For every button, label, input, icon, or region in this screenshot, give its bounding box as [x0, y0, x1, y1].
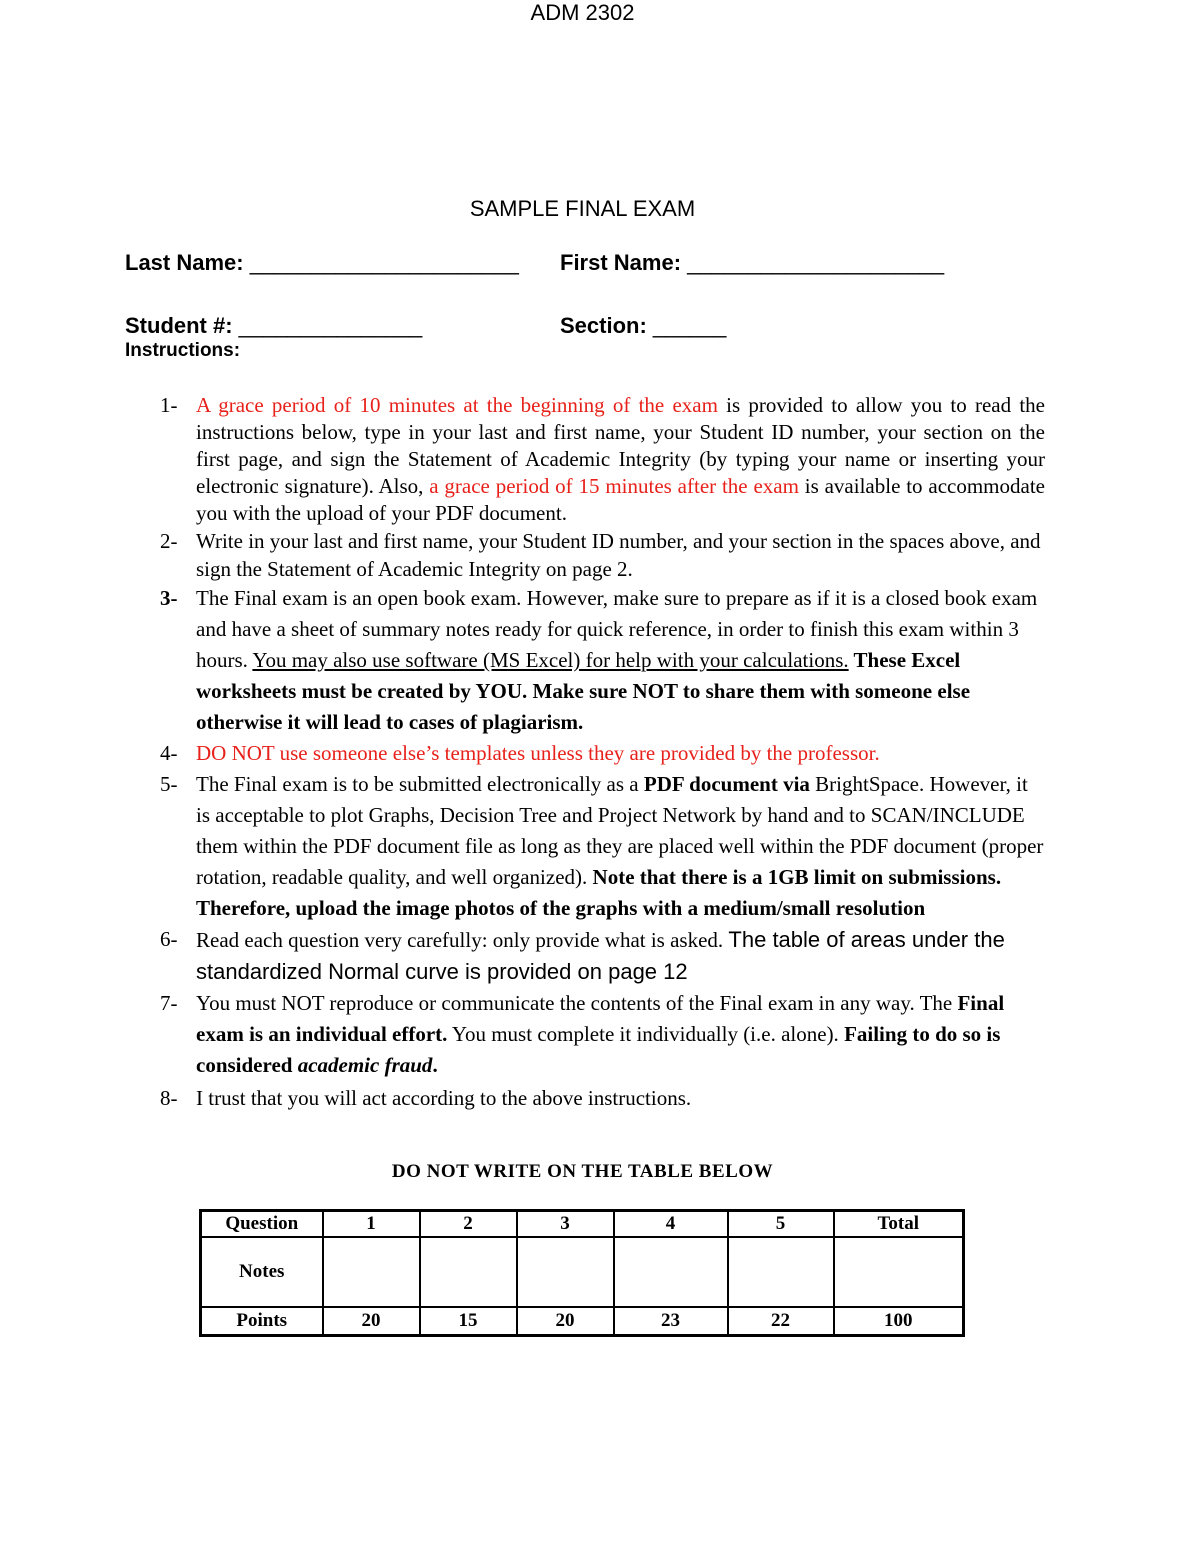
points-cell: 23: [614, 1307, 728, 1336]
last-name-field[interactable]: [125, 250, 519, 276]
points-cell: 22: [728, 1307, 834, 1336]
body-text: You must complete it individually (i.e. alone).: [447, 1022, 845, 1046]
last-name-label: Last Name:: [125, 250, 244, 275]
course-code: ADM 2302: [530, 0, 635, 25]
instruction-number: 6-: [160, 927, 178, 951]
instructions-heading: Instructions:: [125, 340, 241, 361]
student-number-field[interactable]: [125, 313, 422, 339]
instruction-text: [196, 928, 1005, 984]
first-name-blank[interactable]: _____________________: [681, 250, 945, 275]
red-text: a grace period of 15 minutes after the exam: [429, 474, 799, 498]
instruction-number: 1-: [160, 393, 178, 417]
exam-title: SAMPLE FINAL EXAM: [469, 196, 696, 221]
instruction-number: 3-: [160, 586, 178, 610]
notes-cell: [517, 1237, 614, 1307]
instruction-text: [196, 991, 1004, 1077]
instruction-item: [160, 583, 1045, 738]
score-table: [199, 1209, 965, 1337]
body-text: is available to accommodate you with the upload of your PDF document.: [196, 474, 1045, 525]
bold-text: .: [432, 1053, 438, 1077]
student-number-blank[interactable]: _______________: [232, 313, 423, 338]
bold-text: Note that there is a 1GB limit on submissions. Therefore, upload the image photos of the graphs with a medium/small resolution: [196, 865, 1002, 920]
instruction-number: 8-: [160, 1086, 178, 1110]
instruction-number: 4-: [160, 741, 178, 765]
instruction-text: [196, 586, 1037, 734]
notes-cell: [728, 1237, 834, 1307]
instructions-list: [160, 392, 1045, 1114]
bold-text: Failing to do so is considered: [196, 1022, 1001, 1077]
notes-cell: [420, 1237, 517, 1307]
points-cell: 20: [517, 1307, 614, 1336]
instruction-text: I trust that you will act according to the above instructions.: [196, 1086, 692, 1110]
table-points-row: [201, 1307, 964, 1336]
notes-label: Notes: [201, 1237, 323, 1307]
instruction-item: [160, 392, 1045, 527]
table-header-cell: Question: [201, 1211, 323, 1238]
student-number-label: Student #:: [125, 313, 233, 338]
red-text: A grace period of 10 minutes at the beginning of the exam: [196, 393, 718, 417]
table-header-cell: 1: [323, 1211, 420, 1238]
bold-italic-text: academic fraud: [297, 1053, 433, 1077]
body-text: Read each question very carefully: only provide what is asked.: [196, 928, 729, 952]
sans-text: The table of areas under the standardized Normal curve is provided on page 12: [196, 927, 1005, 984]
points-cell: 15: [420, 1307, 517, 1336]
body-text: The Final exam is an open book exam. However, make sure to prepare as if it is a closed book exam and have a sheet of summary notes ready for quick reference, in order to finish this exam within 3 hours.: [196, 586, 1038, 672]
notes-cell: [834, 1237, 964, 1307]
bold-text: Final exam is an individual effort.: [196, 991, 1005, 1046]
body-text: BrightSpace. However, it is acceptable to plot Graphs, Decision Tree and Project Network by hand and to SCAN/INCLUDE them within the PDF document file as long as they are placed well within the PDF document (proper rotation, readable quality, and well organized).: [196, 772, 1044, 889]
table-header-row: [201, 1211, 964, 1238]
underlined-text: You may also use software (MS Excel) for help with your calculations.: [252, 648, 849, 672]
section-blank[interactable]: ______: [646, 313, 727, 338]
instruction-item: [160, 924, 1045, 988]
bold-text: PDF document via: [643, 772, 810, 796]
instruction-item: [160, 527, 1045, 583]
table-header-cell: Total: [834, 1211, 964, 1238]
points-cell: 20: [323, 1307, 420, 1336]
instruction-text: [196, 392, 1045, 527]
table-header-cell: 3: [517, 1211, 614, 1238]
points-cell: Points: [201, 1307, 323, 1336]
table-header-cell: 2: [420, 1211, 517, 1238]
table-title: DO NOT WRITE ON THE TABLE BELOW: [391, 1161, 774, 1182]
notes-cell: [323, 1237, 420, 1307]
first-name-field[interactable]: [560, 250, 944, 276]
body-text: is provided to allow you to read the instructions below, type in your last and first name, your Student ID number, your section on the first page, and sign the Statement of Academic Integrity (by typing your name or inserting your electronic signature). Also,: [196, 393, 1045, 498]
points-cell: 100: [834, 1307, 964, 1336]
instruction-item: [160, 738, 1045, 769]
table-header-cell: 5: [728, 1211, 834, 1238]
notes-cell: [614, 1237, 728, 1307]
instruction-item: [160, 1083, 1045, 1114]
bold-text: These Excel worksheets must be created by YOU. Make sure NOT to share them with someone else otherwise it will lead to cases of plagiarism.: [196, 648, 971, 734]
instruction-text: Write in your last and first name, your Student ID number, and your section in the spaces above, and sign the Statement of Academic Integrity on page 2.: [196, 529, 1041, 581]
instruction-item: [160, 988, 1045, 1081]
section-field[interactable]: [560, 313, 726, 339]
section-label: Section:: [560, 313, 647, 338]
first-name-label: First Name:: [560, 250, 682, 275]
instruction-text: DO NOT use someone else’s templates unless they are provided by the professor.: [196, 741, 880, 765]
instruction-text: [196, 772, 1043, 920]
body-text: The Final exam is to be submitted electronically as a: [196, 772, 644, 796]
last-name-blank[interactable]: ______________________: [243, 250, 519, 275]
table-header-cell: 4: [614, 1211, 728, 1238]
table-notes-row: [201, 1237, 964, 1307]
instruction-number: 5-: [160, 772, 178, 796]
body-text: You must NOT reproduce or communicate the contents of the Final exam in any way. The: [196, 991, 958, 1015]
instruction-item: [160, 769, 1045, 924]
instruction-number: 2-: [160, 529, 178, 553]
instruction-number: 7-: [160, 991, 178, 1015]
